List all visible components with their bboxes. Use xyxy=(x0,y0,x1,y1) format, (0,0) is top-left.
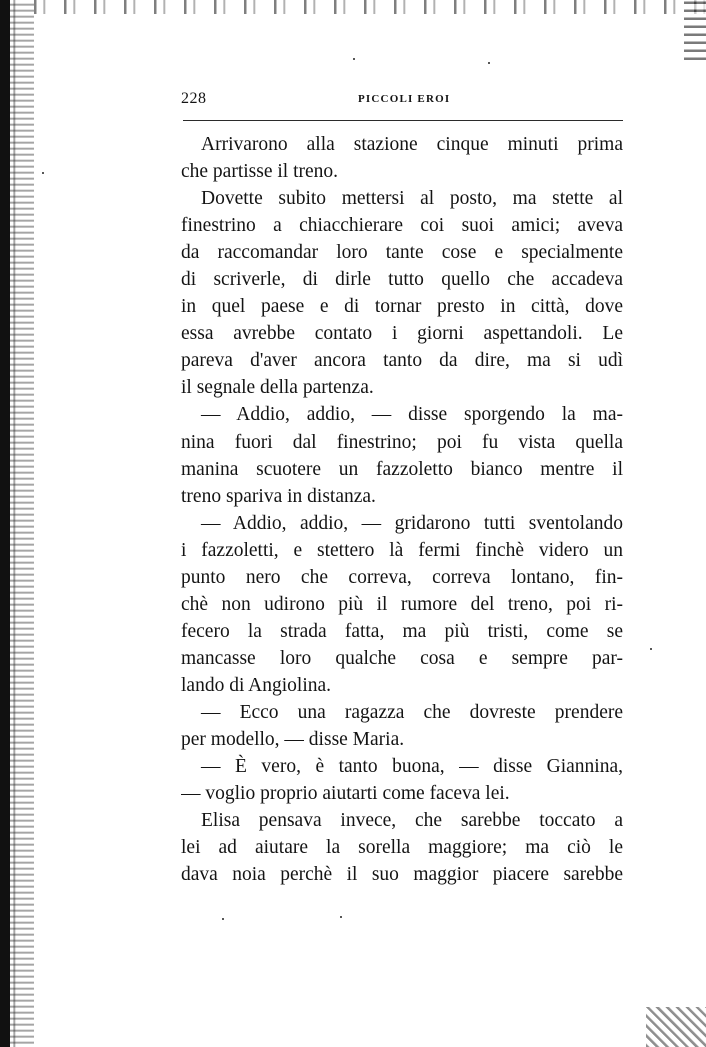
text-line: chè non udirono più il rumore del treno, poi ri- xyxy=(181,593,623,615)
text-line: — Addio, addio, — gridarono tutti sventolando xyxy=(201,512,623,534)
text-line: lando di Angiolina. xyxy=(181,674,332,696)
header-rule xyxy=(183,120,623,121)
text-line: i fazzoletti, e stettero là fermi finchè videro un xyxy=(181,539,623,561)
text-line: — È vero, è tanto buona, — disse Giannina, xyxy=(201,756,623,778)
text-line: — voglio proprio aiutarti come faceva lei. xyxy=(181,783,510,805)
text-line: per modello, — disse Maria. xyxy=(181,729,405,751)
text-line: manina scuotere un fazzoletto bianco mentre il xyxy=(181,458,623,480)
text-line: — Ecco una ragazza che dovreste prendere xyxy=(201,701,623,723)
scan-top-edge xyxy=(34,0,706,14)
scan-speck xyxy=(650,648,652,650)
text-line: Arrivarono alla stazione cinque minuti prima xyxy=(201,134,623,155)
scan-speck xyxy=(353,58,355,60)
text-line: che partisse il treno. xyxy=(181,161,339,183)
text-line: in quel paese e di tornar presto in città, dove xyxy=(181,296,623,318)
scan-right-edge xyxy=(684,0,706,60)
text-line: Dovette subito mettersi al posto, ma stette al xyxy=(201,188,623,210)
text-line: treno spariva in distanza. xyxy=(181,485,376,507)
text-line: essa avrebbe contato i giorni aspettandoli. Le xyxy=(181,323,623,345)
text-line: nina fuori dal finestrino; poi fu vista quella xyxy=(181,431,623,453)
text-line: di scriverle, di dirle tutto quello che accadeva xyxy=(181,269,623,291)
text-line: da raccomandar loro tante cose e specialmente xyxy=(181,242,623,264)
body-text xyxy=(181,131,623,888)
text-line: — Addio, addio, — disse sporgendo la ma- xyxy=(201,404,623,426)
text-line: lei ad aiutare la sorella maggiore; ma ciò le xyxy=(181,837,623,859)
text-line: Elisa pensava invece, che sarebbe toccato a xyxy=(201,810,623,832)
text-line: dava noia perchè il suo maggior piacere sarebbe xyxy=(181,864,623,886)
text-line: il segnale della partenza. xyxy=(181,377,374,399)
scan-corner-damage xyxy=(646,1007,706,1047)
text-line: finestrino a chiacchierare coi suoi amici; aveva xyxy=(181,215,623,237)
text-line: pareva d'aver ancora tanto da dire, ma si udì xyxy=(181,350,623,372)
scan-speck xyxy=(488,62,490,64)
page-number: 228 xyxy=(181,90,207,107)
running-head xyxy=(181,90,622,114)
scan-speck xyxy=(42,172,44,174)
text-line: fecero la strada fatta, ma più tristi, come se xyxy=(181,620,623,642)
text-line: mancasse loro qualche cosa e sempre par- xyxy=(181,647,623,669)
scan-speck xyxy=(222,918,224,920)
text-line: punto nero che correva, correva lontano, fin- xyxy=(181,566,623,588)
scan-binding-shadow xyxy=(0,0,10,1047)
running-title: PICCOLI EROI xyxy=(358,93,451,105)
scan-speck xyxy=(340,916,342,918)
